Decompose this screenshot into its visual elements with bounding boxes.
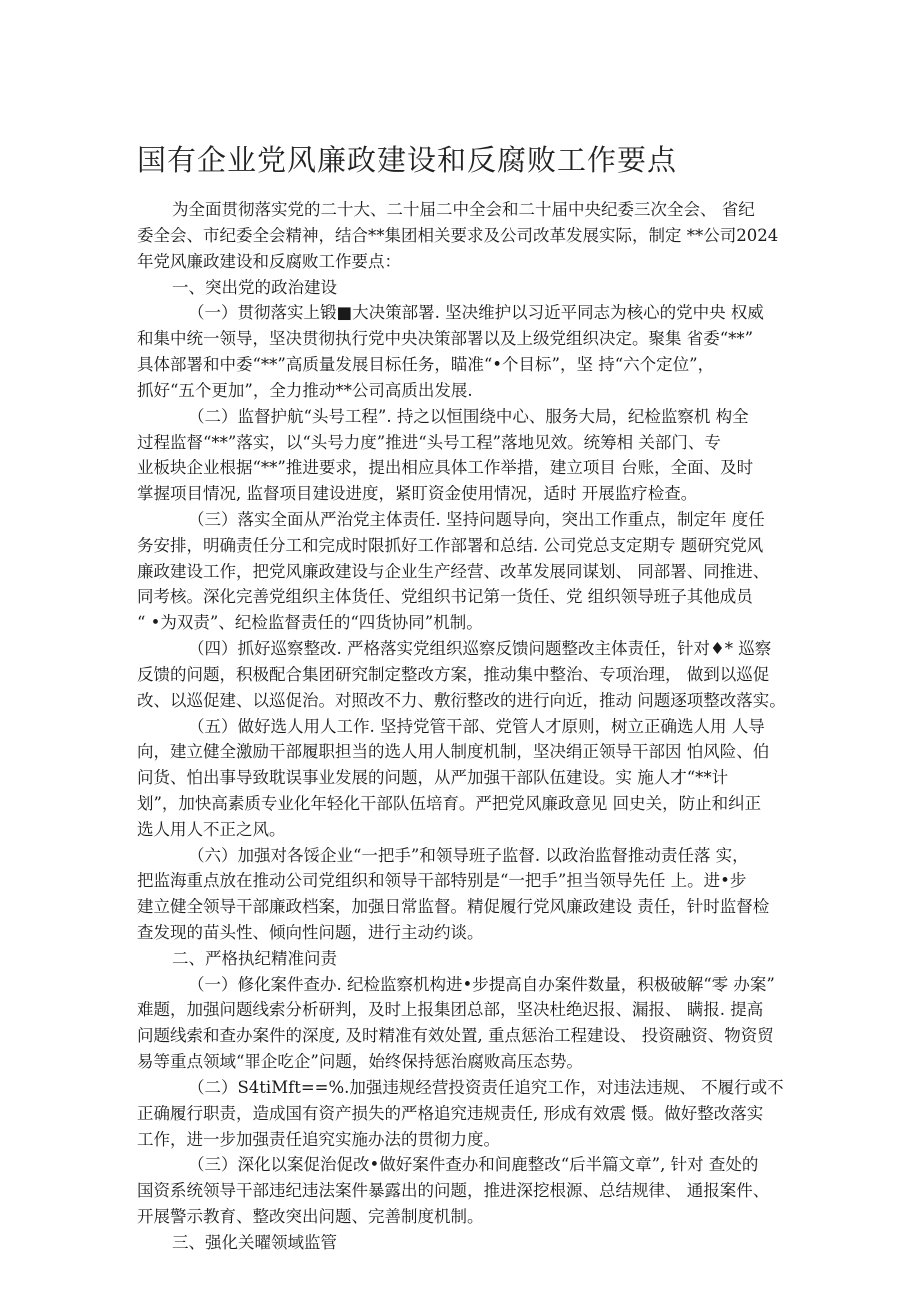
paragraph-line: 难题，加强问题线索分析研判，及时上报集团总部，坚决杜绝迟报、漏报、 瞒报. 提高 [137,1000,764,1019]
paragraph-line: 问题线索和查办案件的深度, 及时精准有效处置, 重点惩治工程建设、 投资融资、物资贸 [137,1026,774,1045]
paragraph-line: 问货、怕出事导致耽误事业发展的问题，从严加强干部队伍建设。实 施人才“**计 [137,768,729,787]
paragraph-line: （一）贯彻落实上锻■大决策部署. 坚决维护以习近平同志为核心的党中央 权威 [188,303,764,322]
paragraph-line: 改、以巡促建、以巡促治。对照改不力、敷衍整改的进行向近，推动 问题逐项整改落实。 [137,691,786,710]
paragraph-line: （三）落实全面从严治党主体责任. 坚持问题导向，突出工作重点，制定年 度任 [188,510,765,529]
paragraph-line: （二）监督护航“头号工程”. 持之以恒围绕中心、服务大局，纪检监察机 构全 [188,407,749,426]
paragraph-line: 为全面贯彻落实党的二十大、二十届二中全会和二十届中央纪委三次全会、 省纪 [172,200,755,219]
paragraph-line: 向，建立健全激励干部履职担当的选人用人制度机制，坚决绢正领导干部因 怕风险、伯 [137,742,770,761]
section-heading: 三、强化关曜领域监管 [172,1233,337,1252]
paragraph-line: （五）做好选人用人工作. 坚持党管干部、党管人才原则，树立正确选人用 人导 [188,717,765,736]
paragraph-line: 掌握项目情况, 监督项目建设进度，紧盯资金使用情况，适时 开展监疗检查。 [137,484,698,503]
document-title: 国有企业党风廉政建设和反腐败工作要点 [137,143,678,177]
paragraph-line: 正确履行职责，造成国有资产损失的严格追究违规责任, 形成有效震 慑。做好整改落实 [137,1104,764,1123]
paragraph-line: （四）抓好巡察整改. 严格落实党组织巡察反馈问题整改主体责任，针对♦* 巡察 [188,639,772,658]
paragraph-line: 工作，进一步加强责任追究实施办法的贯彻力度。 [137,1130,500,1149]
paragraph-line: “ •为双责”、纪检监督责任的“四货协同”机制。 [137,613,483,632]
paragraph-line: 过程监督“**”落实，以“头号力度”推进“头号工程”落地见效。统筹相 关部门、专 [137,433,721,452]
paragraph-line: （三）深化以案促治促改•做好案件查办和间鹿整改“后半篇文章”, 针对 查处的 [188,1155,759,1174]
paragraph-line: 廉政建设工作，把党风廉政建设与企业生产经营、改革发展同谋划、 同部署、同推进、 [137,562,770,581]
paragraph-line: 国资系统领导干部违纪违法案件暴露出的问题，推进深挖根源、总结规律、 通报案件、 [137,1181,770,1200]
paragraph-line: 反馈的问题，积极配合集团研究制定整改方案，推动集中整治、专项治理， 做到以巡促 [137,665,770,684]
paragraph-line: 和集中统一领导，坚决贯彻执行党中央决策部署以及上级党组织决定。聚集 省委“**” [137,329,754,348]
paragraph-line: 建立健全领导干部廉政档案，加强日常监督。精促履行党风廉政建设 责任，针时监督检 [137,897,770,916]
paragraph-line: 抓好“五个更加”，全力推动**公司高质出发展. [137,381,473,400]
paragraph-line: 年党风廉政建设和反腐败工作要点： [137,252,401,271]
paragraph-line: 把监海重点放在推动公司党组织和领导干部特别是“一把手”担当领导先任 上。进•步 [137,871,747,890]
paragraph-line: 具体部署和中委“**”高质量发展目标任务，瞄准“•个目标”，坚 持“六个定位”， [137,355,715,374]
paragraph-line: 划”，加快高素质专业化年轻化干部队伍培育。严把党风廉政意见 回史关，防止和纠正 [137,794,762,813]
paragraph-line: 查发现的苗头性、倾向性问题，进行主动约谈。 [137,923,484,942]
paragraph-line: （六）加强对各馁企业“一把手”和领导班子监督. 以政治监督推动责任落 实， [188,846,749,865]
paragraph-line: 务安排，明确责任分工和完成时限抓好工作部署和总结. 公司党总支定期专 题研究党风 [137,536,764,555]
paragraph-line: （二）S4tiMft==%.加强违规经营投资责任追究工作，对违法违规、 不履行或不 [188,1078,784,1097]
section-heading: 一、突出党的政治建设 [172,278,337,297]
paragraph-line: 选人用人不正之风。 [137,820,286,839]
paragraph-line: 同考核。深化完善党组织主体货任、党组织书记第一货任、党 组织领导班子其他成员 [137,587,753,606]
paragraph-line: 开展警示教育、整改突出问题、完善制度机制。 [137,1207,484,1226]
paragraph-line: 业板块企业根据“**”推进要求，提出相应具体工作举措，建立项目 台账，全面、及时 [137,458,754,477]
section-heading: 二、严格执纪精准问责 [172,949,337,968]
paragraph-line: （一）修化案件查办. 纪检监察机构进•步提高自办案件数量，积极破解“零 办案” [188,975,775,994]
paragraph-line: 委全会、市纪委全会精神，结合**集团相关要求及公司改革发展实际，制定 **公司2024 [137,226,779,245]
paragraph-line: 易等重点领域“罪企吃企”问题，始终保持惩治腐败高压态势。 [137,1052,583,1071]
